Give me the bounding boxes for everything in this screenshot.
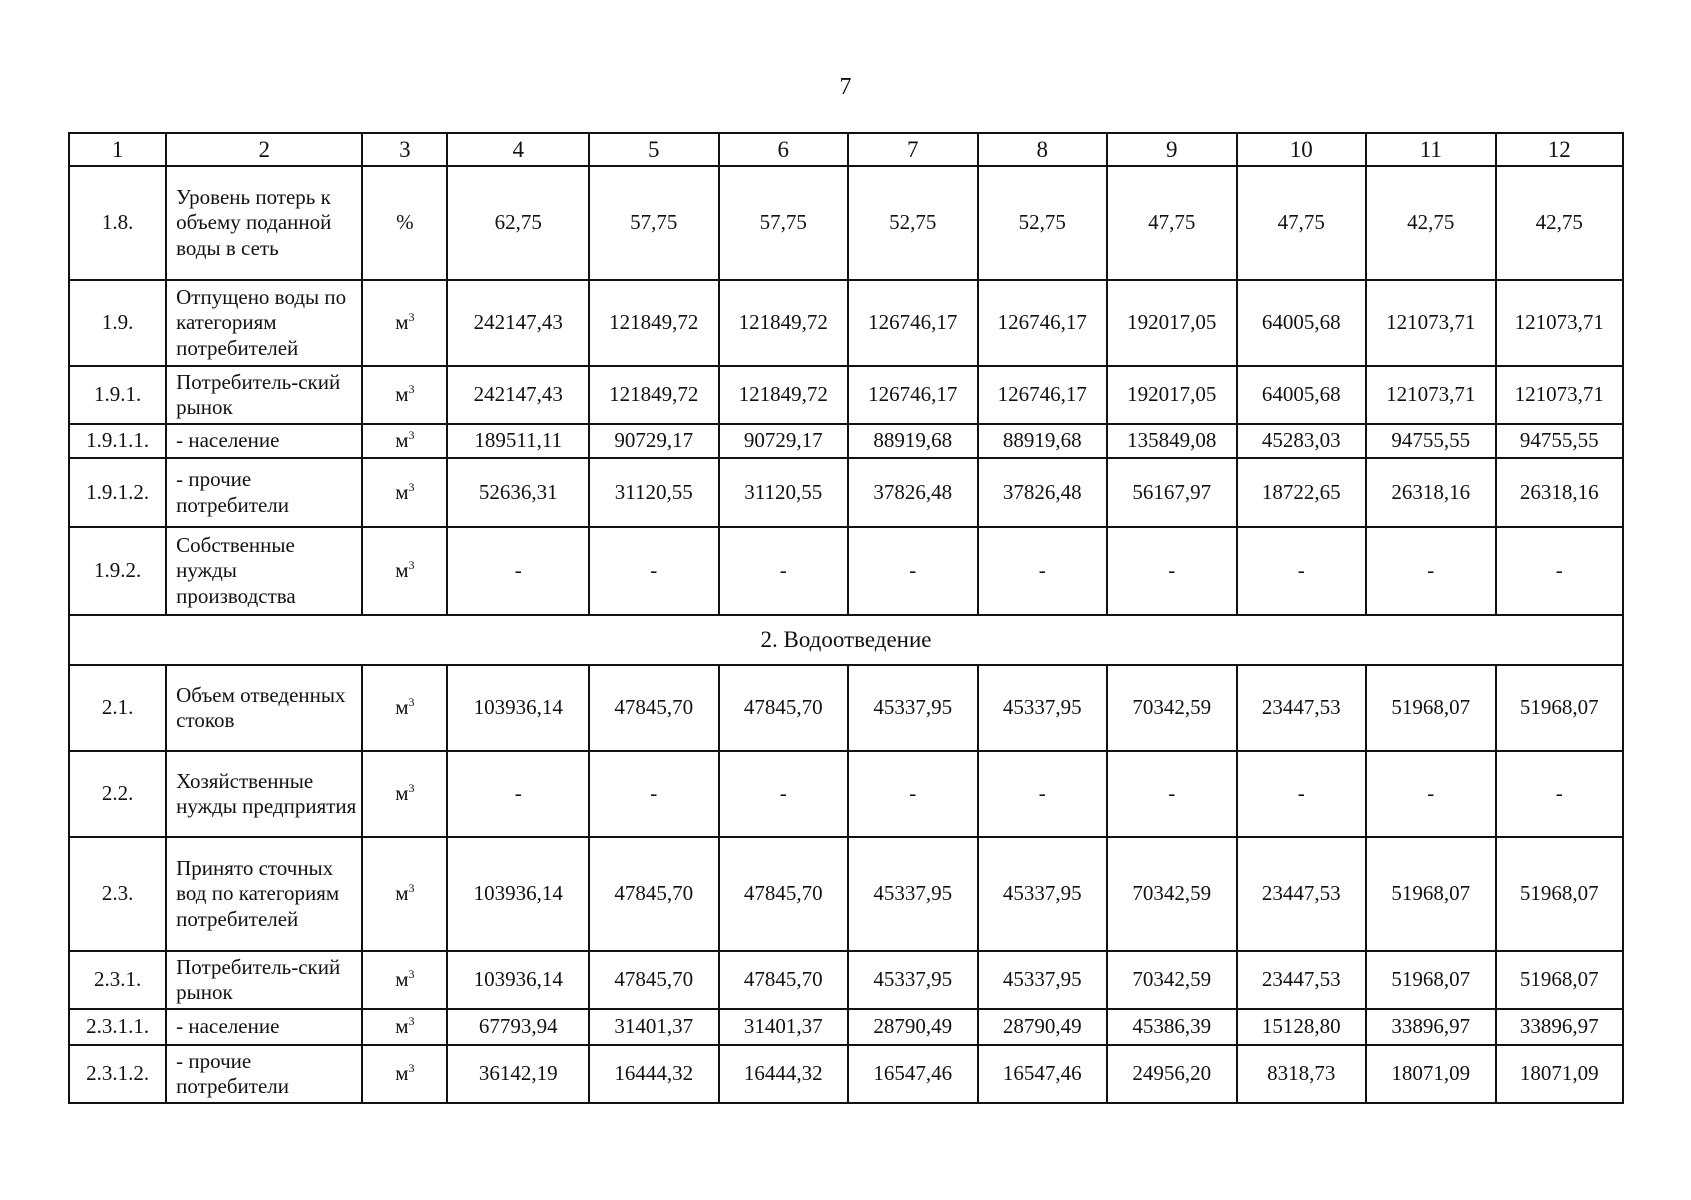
value-cell: - [1107,751,1237,837]
value-cell: 26318,16 [1366,458,1496,527]
row-number: 1.9. [69,280,166,366]
value-cell: 18071,09 [1366,1045,1496,1103]
value-cell: 103936,14 [447,665,589,751]
value-cell: 64005,68 [1237,366,1367,424]
value-cell: 18071,09 [1496,1045,1623,1103]
value-cell: 45337,95 [978,837,1108,951]
value-cell: 42,75 [1496,166,1623,280]
header-cell: 12 [1496,133,1623,166]
header-cell: 10 [1237,133,1367,166]
value-cell: 94755,55 [1496,424,1623,458]
value-cell: 70342,59 [1107,837,1237,951]
value-cell: 70342,59 [1107,665,1237,751]
value-cell: 62,75 [447,166,589,280]
value-cell: 28790,49 [848,1009,978,1045]
value-cell: 103936,14 [447,951,589,1009]
table-row [69,280,1623,366]
value-cell: 45337,95 [848,951,978,1009]
row-name: Потребитель-ский рынок [166,951,362,1009]
value-cell: - [848,751,978,837]
value-cell: 52636,31 [447,458,589,527]
unit-cell: $м^3$ [362,424,447,458]
value-cell: - [1496,527,1623,615]
value-cell: 45386,39 [1107,1009,1237,1045]
row-number: 2.3.1. [69,951,166,1009]
value-cell: 45337,95 [848,837,978,951]
value-cell: 28790,49 [978,1009,1108,1045]
value-cell: 51968,07 [1496,837,1623,951]
row-name: Принято сточных вод по категориям потребителей [166,837,362,951]
row-name: Объем отведенных стоков [166,665,362,751]
value-cell: - [447,527,589,615]
value-cell: 242147,43 [447,280,589,366]
value-cell: 23447,53 [1237,665,1367,751]
unit-cell: $м^3$ [362,665,447,751]
unit-cell: $м^3$ [362,458,447,527]
table-row [69,837,1623,951]
value-cell: 33896,97 [1366,1009,1496,1045]
value-cell: 47,75 [1237,166,1367,280]
row-name: - прочие потребители [166,458,362,527]
value-cell: 70342,59 [1107,951,1237,1009]
value-cell: - [589,751,719,837]
value-cell: 56167,97 [1107,458,1237,527]
value-cell: 94755,55 [1366,424,1496,458]
header-cell: 5 [589,133,719,166]
value-cell: 37826,48 [978,458,1108,527]
value-cell: 45337,95 [848,665,978,751]
value-cell: - [1366,751,1496,837]
unit-cell: $м^3$ [362,366,447,424]
value-cell: 67793,94 [447,1009,589,1045]
row-number: 1.9.1.1. [69,424,166,458]
value-cell: 36142,19 [447,1045,589,1103]
value-cell: 45337,95 [978,951,1108,1009]
value-cell: 103936,14 [447,837,589,951]
header-cell: 2 [166,133,362,166]
value-cell: - [1237,751,1367,837]
page-number: 7 [839,74,852,100]
table-row [69,424,1623,458]
value-cell: 23447,53 [1237,951,1367,1009]
row-name: - население [166,1009,362,1045]
header-cell: 1 [69,133,166,166]
value-cell: 47845,70 [719,837,849,951]
value-cell: - [447,751,589,837]
value-cell: 16547,46 [978,1045,1108,1103]
value-cell: 121849,72 [719,280,849,366]
value-cell: 16444,32 [719,1045,849,1103]
header-cell: 8 [978,133,1108,166]
value-cell: - [1496,751,1623,837]
value-cell: 33896,97 [1496,1009,1623,1045]
header-cell: 11 [1366,133,1496,166]
value-cell: 8318,73 [1237,1045,1367,1103]
value-cell: 126746,17 [978,280,1108,366]
value-cell: 51968,07 [1366,951,1496,1009]
row-name: Потребитель-ский рынок [166,366,362,424]
value-cell: 18722,65 [1237,458,1367,527]
row-name: Хозяйственные нужды предприятия [166,751,362,837]
row-name: - прочие потребители [166,1045,362,1103]
row-number: 2.2. [69,751,166,837]
value-cell: 47845,70 [719,951,849,1009]
unit-cell: $м^3$ [362,1045,447,1103]
value-cell: 135849,08 [1107,424,1237,458]
value-cell: 189511,11 [447,424,589,458]
data-table [68,132,1624,1104]
table-row [69,751,1623,837]
row-number: 2.3.1.2. [69,1045,166,1103]
row-name: - население [166,424,362,458]
value-cell: 51968,07 [1366,665,1496,751]
row-number: 1.9.1.2. [69,458,166,527]
value-cell: - [848,527,978,615]
value-cell: 52,75 [978,166,1108,280]
table-row [69,665,1623,751]
header-row [69,133,1623,166]
unit-cell: % [362,166,447,280]
header-cell: 9 [1107,133,1237,166]
value-cell: - [589,527,719,615]
value-cell: 26318,16 [1496,458,1623,527]
unit-cell: $м^3$ [362,751,447,837]
value-cell: 192017,05 [1107,366,1237,424]
row-number: 1.8. [69,166,166,280]
value-cell: 57,75 [589,166,719,280]
value-cell: 126746,17 [848,280,978,366]
value-cell: - [719,527,849,615]
header-cell: 3 [362,133,447,166]
value-cell: 42,75 [1366,166,1496,280]
value-cell: 192017,05 [1107,280,1237,366]
table-row [69,1045,1623,1103]
value-cell: 37826,48 [848,458,978,527]
value-cell: 242147,43 [447,366,589,424]
row-name: Отпущено воды по категориям потребителей [166,280,362,366]
value-cell: 47845,70 [719,665,849,751]
unit-cell: $м^3$ [362,527,447,615]
value-cell: 47,75 [1107,166,1237,280]
value-cell: 51968,07 [1496,665,1623,751]
row-number: 2.1. [69,665,166,751]
value-cell: 31120,55 [589,458,719,527]
value-cell: 47845,70 [589,951,719,1009]
value-cell: 23447,53 [1237,837,1367,951]
value-cell: 31401,37 [719,1009,849,1045]
value-cell: 47845,70 [589,837,719,951]
value-cell: 47845,70 [589,665,719,751]
value-cell: 121073,71 [1366,366,1496,424]
value-cell: 64005,68 [1237,280,1367,366]
table-row [69,527,1623,615]
table-row [69,458,1623,527]
value-cell: - [1237,527,1367,615]
section-title: 2. Водоотведение [69,615,1623,665]
row-name: Уровень потерь к объему поданной воды в сеть [166,166,362,280]
value-cell: 90729,17 [719,424,849,458]
row-number: 1.9.2. [69,527,166,615]
value-cell: 57,75 [719,166,849,280]
value-cell: 121849,72 [719,366,849,424]
value-cell: - [1366,527,1496,615]
table-row [69,951,1623,1009]
table-row [69,366,1623,424]
value-cell: 15128,80 [1237,1009,1367,1045]
value-cell: 121073,71 [1366,280,1496,366]
row-number: 2.3.1.1. [69,1009,166,1045]
value-cell: 121073,71 [1496,280,1623,366]
value-cell: 31401,37 [589,1009,719,1045]
value-cell: 126746,17 [978,366,1108,424]
value-cell: 24956,20 [1107,1045,1237,1103]
value-cell: 45337,95 [978,665,1108,751]
value-cell: 16547,46 [848,1045,978,1103]
value-cell: 121849,72 [589,366,719,424]
value-cell: 16444,32 [589,1045,719,1103]
unit-cell: $м^3$ [362,280,447,366]
value-cell: 121073,71 [1496,366,1623,424]
value-cell: 88919,68 [978,424,1108,458]
value-cell: 31120,55 [719,458,849,527]
header-cell: 7 [848,133,978,166]
table-row [69,1009,1623,1045]
header-cell: 4 [447,133,589,166]
value-cell: 88919,68 [848,424,978,458]
unit-cell: $м^3$ [362,1009,447,1045]
unit-cell: $м^3$ [362,837,447,951]
value-cell: 51968,07 [1496,951,1623,1009]
value-cell: - [978,751,1108,837]
row-number: 1.9.1. [69,366,166,424]
value-cell: - [978,527,1108,615]
section-row [69,615,1623,665]
value-cell: 52,75 [848,166,978,280]
value-cell: - [1107,527,1237,615]
row-number: 2.3. [69,837,166,951]
table-row [69,166,1623,280]
value-cell: 121849,72 [589,280,719,366]
value-cell: 45283,03 [1237,424,1367,458]
row-name: Собственные нужды производства [166,527,362,615]
header-cell: 6 [719,133,849,166]
value-cell: 51968,07 [1366,837,1496,951]
value-cell: - [719,751,849,837]
value-cell: 90729,17 [589,424,719,458]
unit-cell: $м^3$ [362,951,447,1009]
value-cell: 126746,17 [848,366,978,424]
